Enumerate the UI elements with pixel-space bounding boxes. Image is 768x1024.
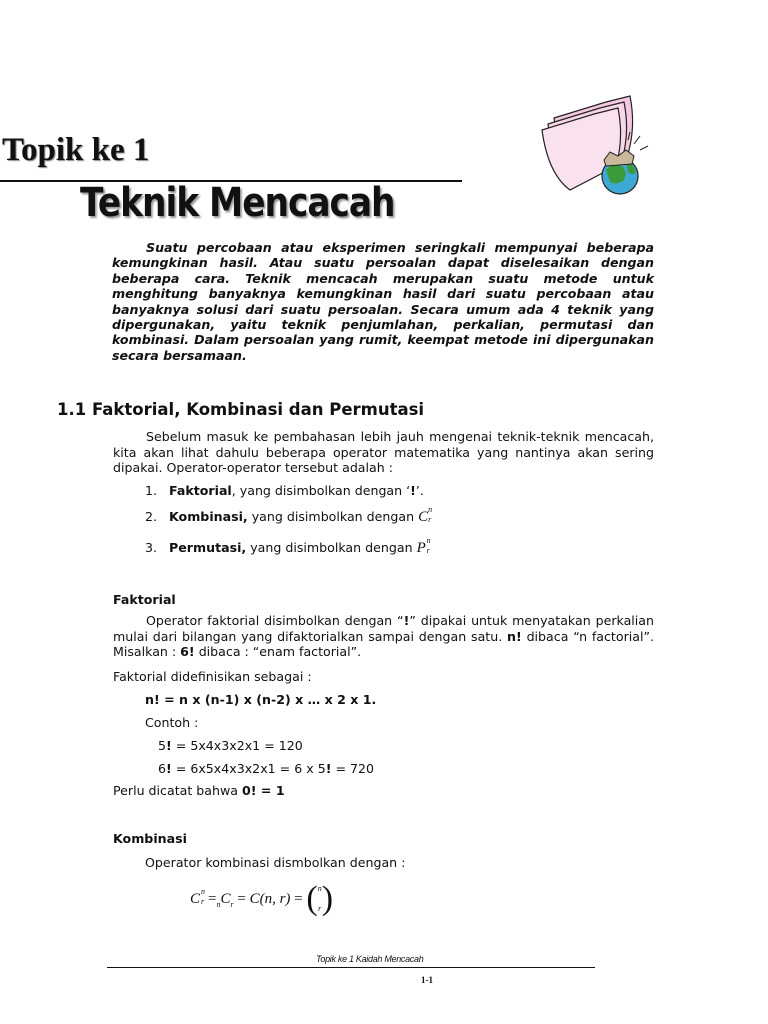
papers-globe-clipart-icon (540, 90, 658, 200)
permutation-symbol: P n r (416, 536, 431, 556)
footer-title: Topik ke 1 Kaidah Mencacah (316, 954, 424, 964)
topic-label: Topik ke 1 (2, 132, 150, 168)
page-number: 1-1 (421, 975, 433, 985)
kombinasi-paragraph: Operator kombinasi dismbolkan dengan : (145, 855, 406, 870)
contoh-label: Contoh : (145, 715, 199, 730)
faktorial-paragraph: Operator faktorial disimbolkan dengan “!” dipakai untuk menyatakan perkalian mulai dari bilangan yang difaktorialkan sampai dengan satu. n! dibaca “n factorial”. Misalkan : 6! dibaca : “enam factorial”. (113, 613, 654, 659)
footer-rule (107, 967, 595, 968)
example-2: 6! = 6x5x4x3x2x1 = 6 x 5! = 720 (158, 761, 375, 776)
kombinasi-formula: C n r = $_n$ C $_r$ = C(n, r) = ( n r ) (190, 880, 334, 917)
intro-paragraph: Suatu percobaan atau eksperimen seringkali mempunyai beberapa kemungkinan hasil. Atau suatu persoalan dapat diselesaikan dengan beberapa cara. Teknik mencacah merupakan suatu metode untuk menghitung banyaknya kemungkinan hasil dari suatu percobaan atau banyaknya solusi dari suatu persoalan. Secara umum ada 4 teknik yang dipergunakan, yaitu teknik penjumlahan, perkalian, permutasi dan kombinasi. Dalam persoalan yang rumit, keempat metode ini dipergunakan secara bersamaan. (112, 240, 654, 363)
faktorial-def-formula: n! = n x (n-1) x (n-2) x … x 2 x 1. (145, 692, 377, 707)
list-item: 2. Kombinasi, yang disimbolkan dengan C n r (145, 505, 433, 525)
kombinasi-heading: Kombinasi (113, 831, 187, 846)
list-item: 1. Faktorial, yang disimbolkan dengan ‘!’. (145, 483, 424, 498)
zero-factorial-note: Perlu dicatat bahwa 0! = 1 (113, 783, 285, 798)
example-1: 5! = 5x4x3x2x1 = 120 (158, 738, 303, 753)
faktorial-heading: Faktorial (113, 592, 176, 607)
faktorial-def-label: Faktorial didefinisikan sebagai : (113, 669, 312, 684)
section-heading: 1.1 Faktorial, Kombinasi dan Permutasi (57, 400, 425, 419)
list-item: 3. Permutasi, yang disimbolkan dengan P n r (145, 536, 431, 556)
combination-symbol: C n r (418, 505, 433, 525)
section-intro-paragraph: Sebelum masuk ke pembahasan lebih jauh mengenai teknik-teknik mencacah, kita akan lihat dahulu beberapa operator matematika yang nantinya akan sering dipakai. Operator-operator tersebut adalah : (113, 429, 654, 475)
page-title: Teknik Mencacah (80, 180, 395, 226)
